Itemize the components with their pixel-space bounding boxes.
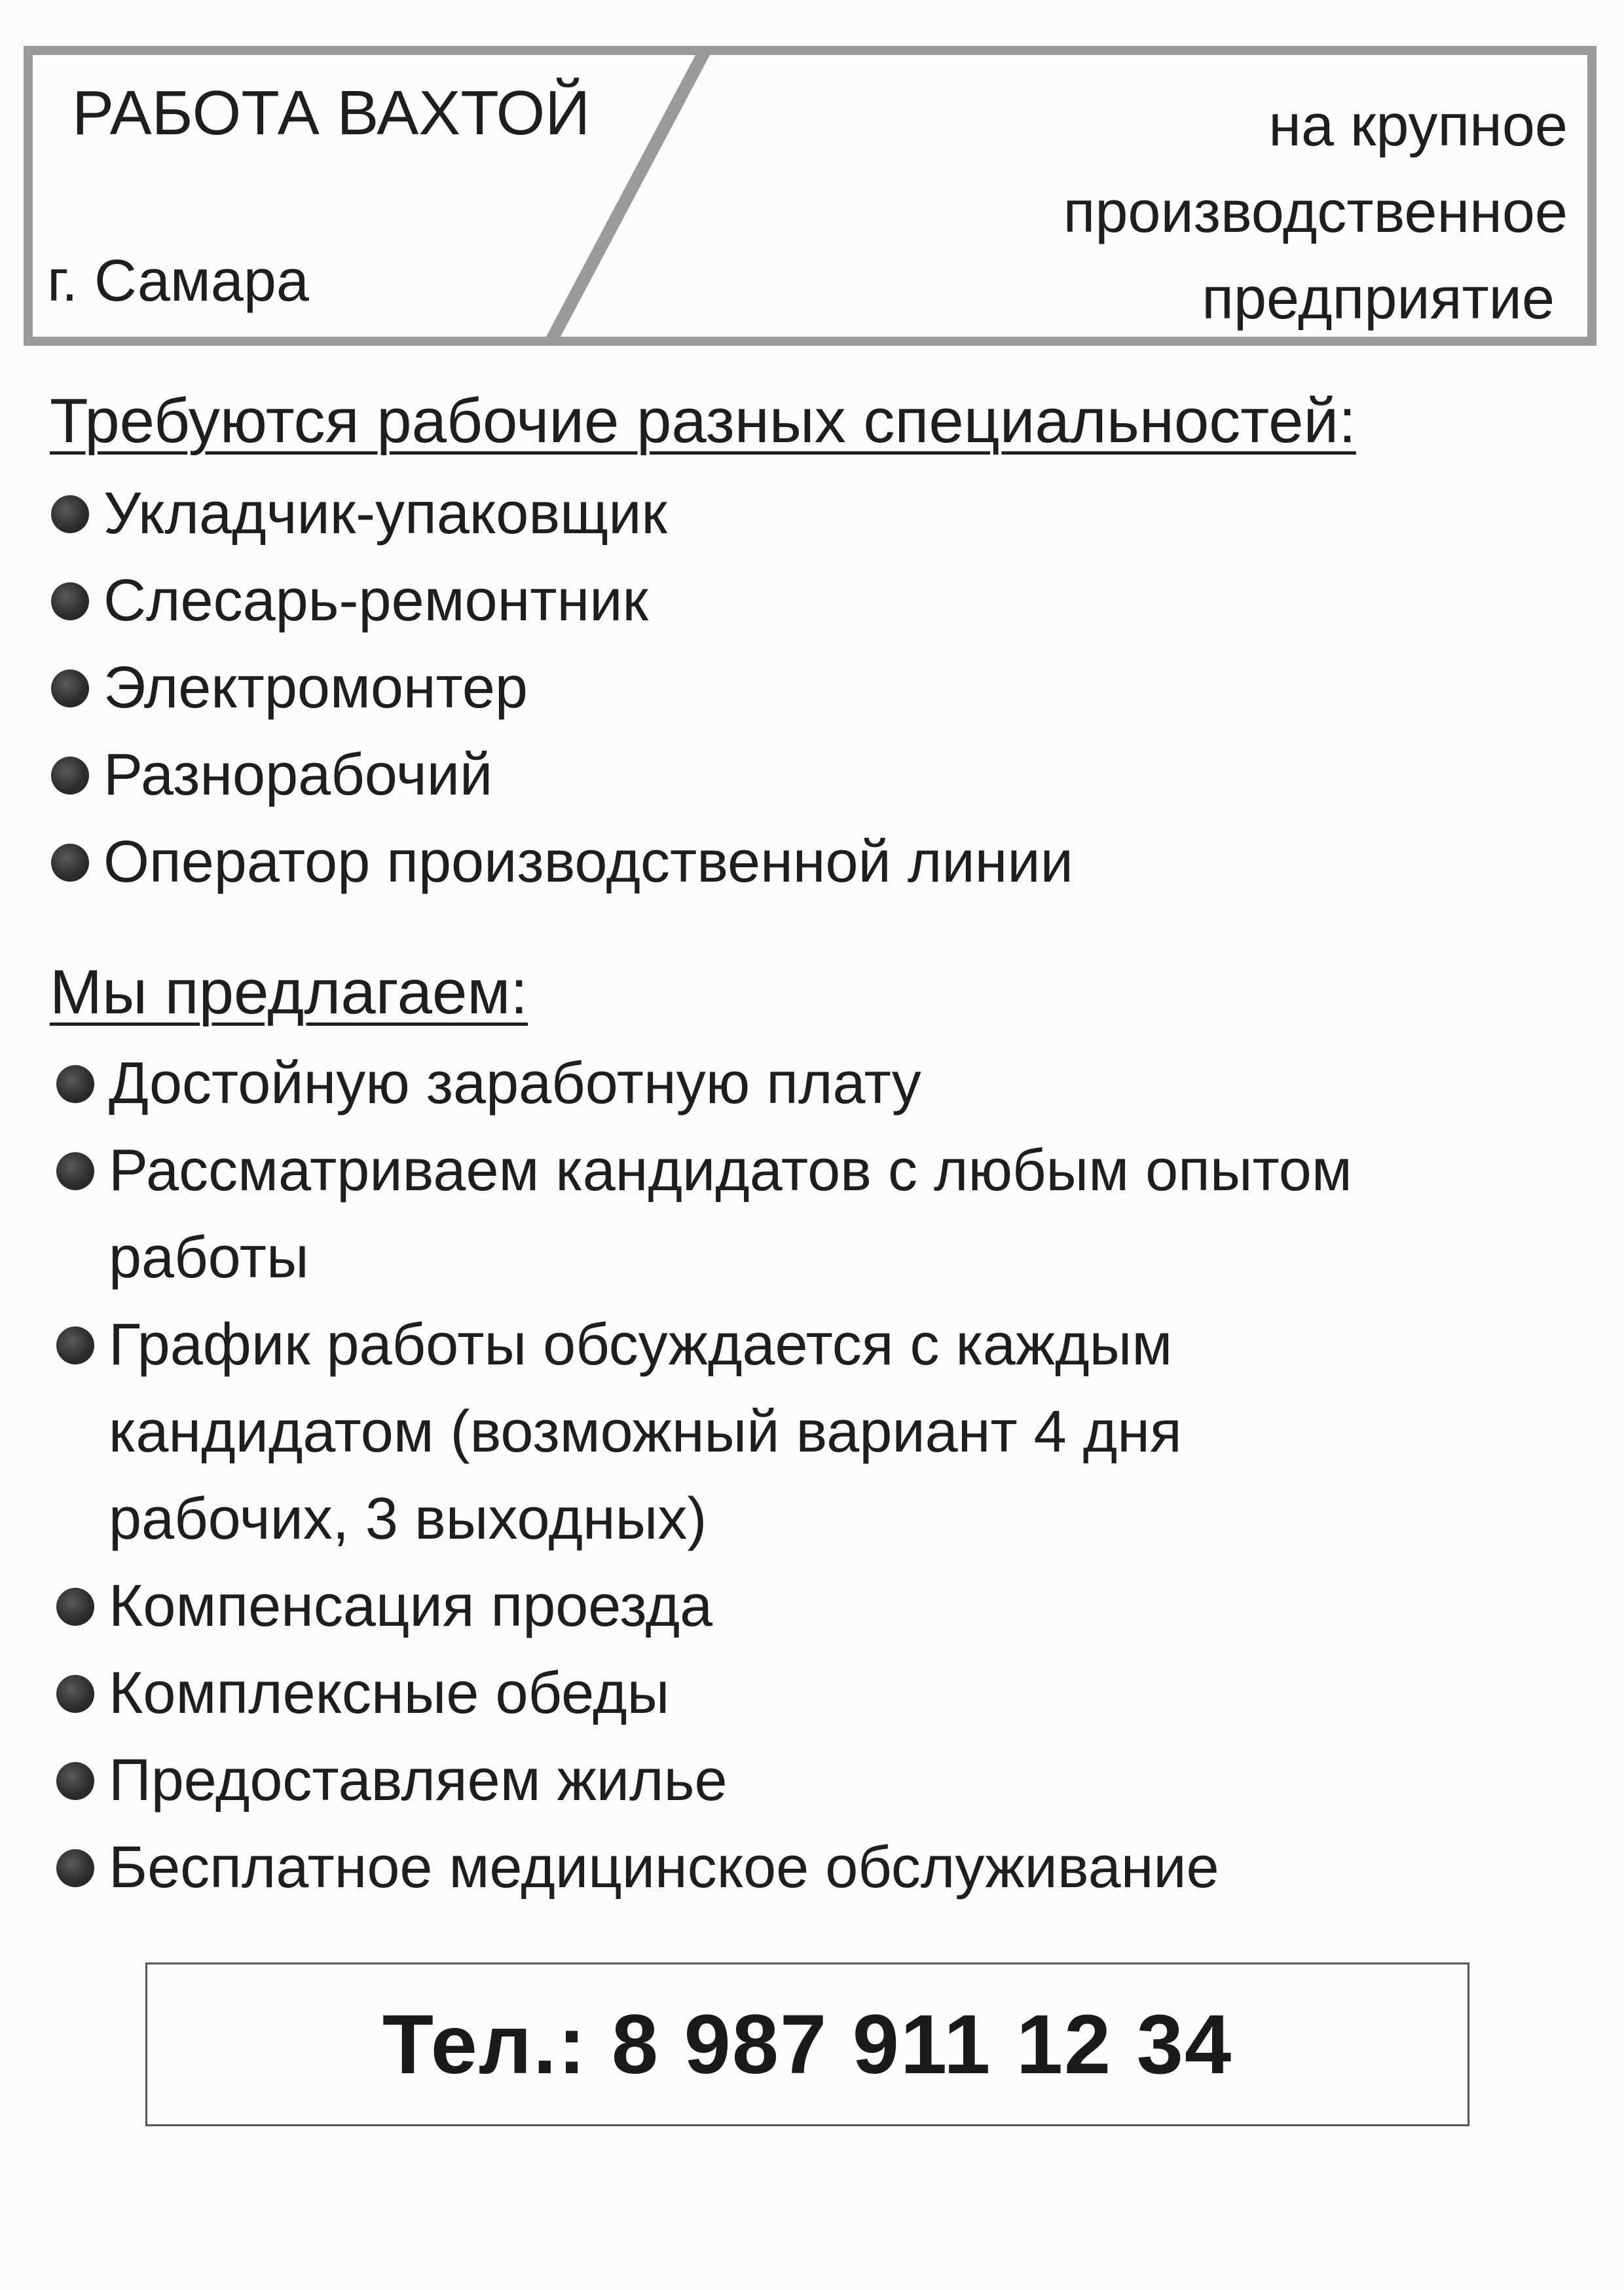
list-item-text: кандидатом (возможный вариант 4 дня	[109, 1399, 1182, 1465]
list-item	[56, 1302, 1352, 1563]
list-item	[51, 470, 1073, 557]
header-banner	[24, 46, 1596, 346]
list-item-text: Оператор производственной линии	[103, 829, 1073, 895]
bullet-icon	[56, 1152, 94, 1190]
bullet-icon	[51, 757, 89, 795]
offer-list	[56, 1040, 1352, 1911]
list-item	[51, 819, 1073, 906]
header-subtitle	[1063, 83, 1568, 342]
list-item	[51, 645, 1073, 732]
header-city: г. Самара	[47, 248, 309, 314]
header-subtitle-line: производственное	[1063, 179, 1568, 245]
list-item-text: работы	[109, 1225, 309, 1290]
list-item-text: График работы обсуждается с каждым	[109, 1312, 1173, 1378]
header-title: РАБОТА ВАХТОЙ	[72, 78, 591, 148]
list-item-text: Укладчик-упаковщик	[103, 481, 667, 546]
list-item	[51, 557, 1073, 645]
phone-number: Тел.: 8 987 911 12 34	[382, 1997, 1233, 2092]
list-item-text: Предоставляем жилье	[109, 1748, 728, 1813]
list-item-text: Разнорабочий	[103, 742, 493, 808]
list-item-text: Достойную заработную плату	[109, 1051, 921, 1116]
bullet-icon	[56, 1762, 94, 1800]
bullet-icon	[56, 1588, 94, 1626]
bullet-icon	[51, 582, 89, 620]
bullet-icon	[56, 1675, 94, 1713]
bullet-icon	[51, 669, 89, 707]
offer-heading: Мы предлагаем:	[50, 957, 528, 1027]
bullet-icon	[51, 844, 89, 882]
list-item-text: Комплексные обеды	[109, 1661, 670, 1726]
header-subtitle-line: на крупное	[1268, 93, 1568, 159]
bullet-icon	[56, 1326, 94, 1364]
list-item	[56, 1040, 1352, 1127]
list-item-text: Рассматриваем кандидатов с любым опытом	[109, 1138, 1352, 1203]
bullet-icon	[51, 495, 89, 533]
list-item-text: Электромонтер	[103, 655, 528, 721]
list-item-text: Компенсация проезда	[109, 1573, 713, 1639]
list-item	[56, 1563, 1352, 1650]
required-heading: Требуются рабочие разных специальностей:	[50, 386, 1356, 456]
required-list	[51, 470, 1073, 906]
list-item-text: рабочих, 3 выходных)	[109, 1486, 707, 1552]
list-item-text: Слесарь-ремонтник	[103, 568, 648, 633]
list-item	[56, 1824, 1352, 1911]
bullet-icon	[56, 1065, 94, 1103]
contact-box	[145, 1962, 1469, 2126]
list-item	[56, 1737, 1352, 1824]
list-item	[51, 732, 1073, 819]
bullet-icon	[56, 1849, 94, 1887]
list-item	[56, 1127, 1352, 1302]
header-subtitle-line: предприятие	[1202, 266, 1555, 331]
list-item	[56, 1650, 1352, 1737]
list-item-text: Бесплатное медицинское обслуживание	[109, 1835, 1219, 1900]
